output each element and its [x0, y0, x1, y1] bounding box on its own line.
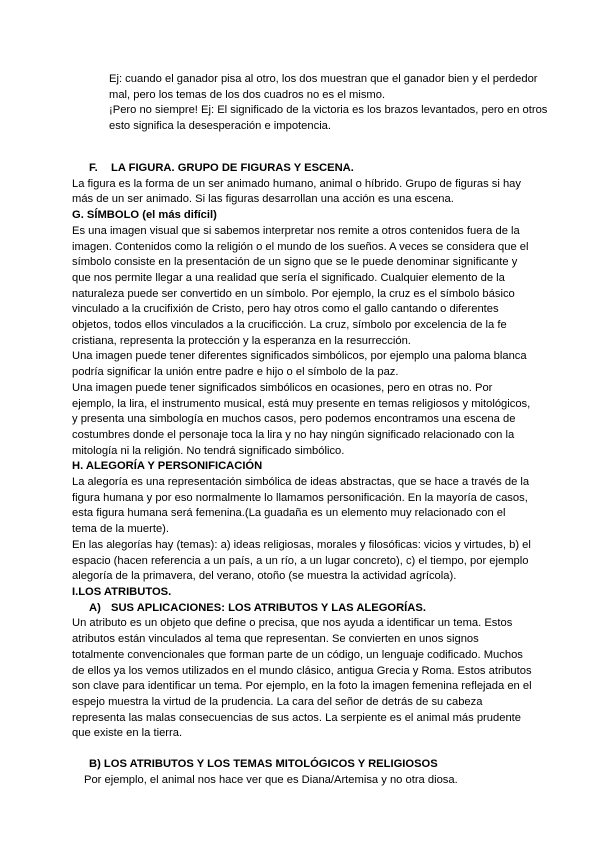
section-g-paragraph-1: Es una imagen visual que si sabemos interpretar nos remite a otros contenidos fuera de la imagen. Contenidos como la religión o el mundo de los sueños. A veces se considera que el símbolo consiste en la presentación de un signo que se le puede denominar significante y que nos permite llegar a una realidad que sería el significado. Cualquier elemento de la naturaleza puede ser convertido en un símbolo. Por ejemplo, la cruz es el símbolo básico vinculado a la crucifixión de Cristo, pero hay otros como el gallo cantando o diferentes objetos, todos ellos vinculados a la crucificción. La cruz, símbolo por excelencia de la fe cristiana, representa la protección y la esperanza en la resurrección.: [72, 224, 529, 347]
section-g-paragraph-2: Una imagen puede tener diferentes significados simbólicos, por ejemplo una paloma blanca podría significar la unión entre padre e hijo o el símbolo de la paz.: [72, 350, 527, 379]
section-f-paragraph: La figura es la forma de un ser animado humano, animal o híbrido. Grupo de figuras si hay más de un ser animado. Si las figuras desarrollan una acción es una escena.: [72, 177, 521, 206]
section-f-heading: [72, 161, 532, 177]
section-i-heading: I.LOS ATRIBUTOS.: [72, 585, 172, 598]
section-i-a-paragraph: Un atributo es un objeto que define o precisa, que nos ayuda a identificar un tema. Estos atributos están vinculados al tema que representan. Se convierten en unos signos totalmente convencionales que forman parte de un código, un lenguaje codificado. Muchos de ellos ya los vemos utilizados en el mundo clásico, antigua Grecia y Roma. Estos atributos son clave para identificar un tema. Por ejemplo, en la foto la imagen femenina reflejada en el espejo muestra la virtud de la prudencia. La cara del señor de detrás de su cabeza representa las malas consecuencias de sus actos. La serpiente es el animal más prudente que existe en la tierra.: [72, 617, 532, 740]
section-i-b-paragraph: Por ejemplo, el animal nos hace ver que es Diana/Artemisa y no otra diosa.: [84, 773, 458, 786]
section-f-title: LA FIGURA. GRUPO DE FIGURAS Y ESCENA.: [111, 162, 354, 174]
section-i-a-heading: [72, 601, 532, 617]
section-f-number: F.: [89, 162, 98, 174]
section-i-a-number: A): [89, 601, 101, 614]
intro-block: [109, 72, 549, 135]
section-i-b-heading: B) LOS ATRIBUTOS Y LOS TEMAS MITOLÓGICOS Y RELIGIOSOS: [89, 758, 438, 771]
section-i-a-title: SUS APLICACIONES: LOS ATRIBUTOS Y LAS ALEGORÍAS.: [111, 601, 426, 614]
section-h-paragraph-1: La alegoría es una representación simbólica de ideas abstractas, que se hace a través de la figura humana y por eso normalmente lo llamamos personificación. En la mayoría de casos, esta figura humana será femenina.(La guadaña es un elemento muy relacionado con el tema de la muerte).: [72, 476, 530, 536]
section-g-paragraph-3: Una imagen puede tener significados simbólicos en ocasiones, pero en otras no. Por ejemplo, la lira, el instrumento musical, está muy presente en temas religiosos y mitológicos, y presenta una simbología en muchos casos, pero podemos encontramos una escena de costumbres donde el personaje toca la lira y no hay ningún significado relacionado con la mitología ni la religión. No tendrá significado simbólico.: [72, 381, 531, 457]
intro-exception-paragraph: ¡Pero no siempre! Ej: El significado de la victoria es los brazos levantados, pero en otros esto significa la desesperación e impotencia.: [109, 104, 548, 133]
section-g-heading: G. SÍMBOLO (el más difícil): [72, 209, 217, 222]
spacer: [72, 742, 532, 757]
main-content: [72, 161, 532, 788]
section-h-paragraph-2: En las alegorías hay (temas): a) ideas religiosas, morales y filosóficas: vicios y virtudes, b) el espacio (hacen referencia a un país, a un río, a un lugar concreto), c) el tiempo, por ejemplo alegoría de la primavera, del verano, otoño (se muestra la actividad agrícola).: [72, 538, 531, 583]
intro-example-paragraph: Ej: cuando el ganador pisa al otro, los dos muestran que el ganador bien y el perdedor mal, pero los temas de los dos cuadros no es el mismo.: [109, 73, 538, 101]
section-h-heading: H. ALEGORÍA Y PERSONIFICACIÓN: [72, 460, 263, 473]
